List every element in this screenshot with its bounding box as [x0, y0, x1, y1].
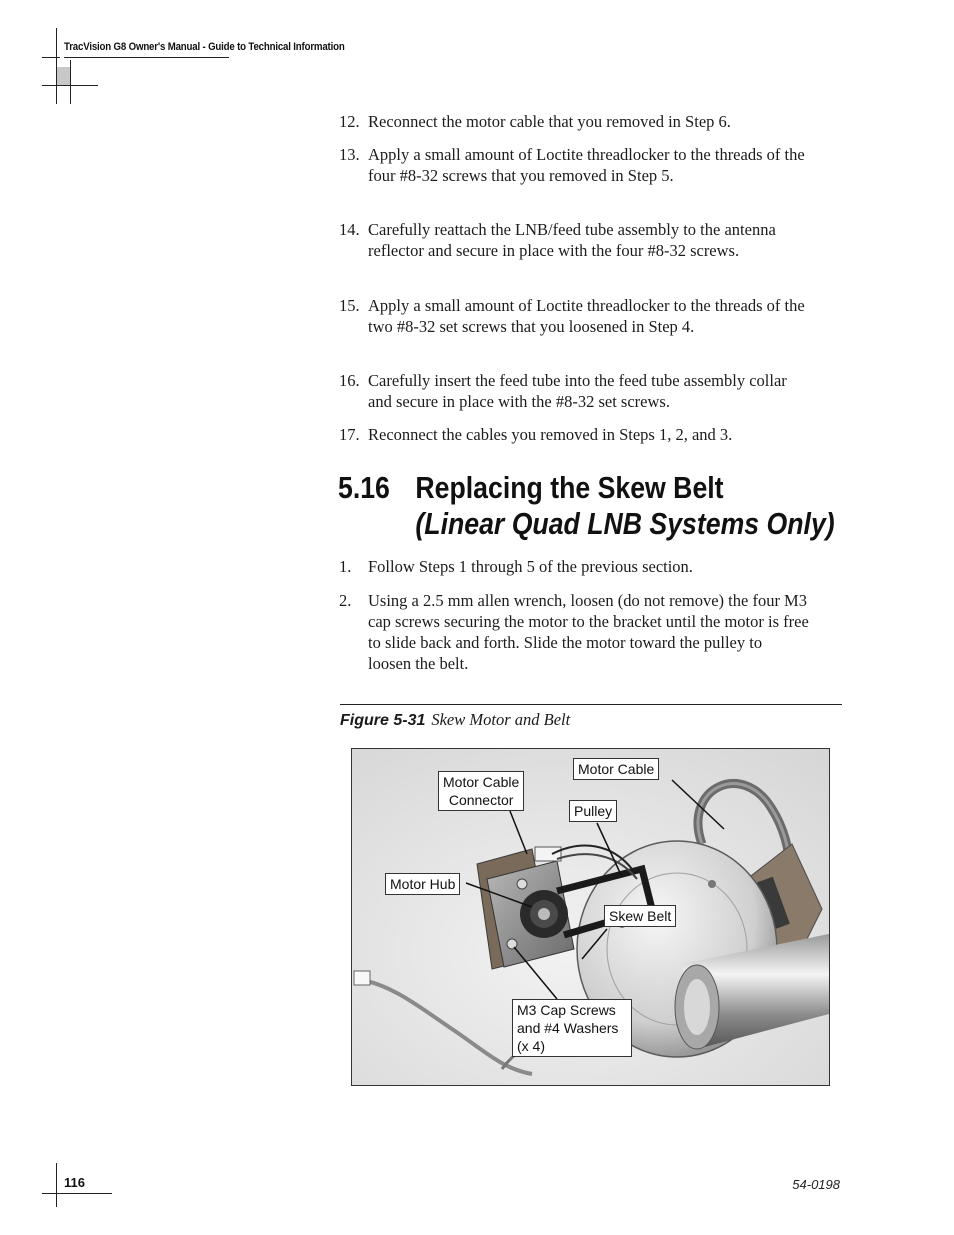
running-head-underline: [64, 57, 229, 58]
figure-photo: [351, 748, 830, 1086]
section-heading: [338, 470, 835, 542]
figure-label: Figure 5-31: [340, 712, 426, 729]
callout-line: (x 4): [517, 1038, 545, 1054]
crop-mark-vertical-top: [56, 28, 57, 104]
step-13: [339, 144, 809, 186]
callout-motor-cable: Motor Cable: [573, 758, 659, 780]
callout-skew-belt: Skew Belt: [604, 905, 676, 927]
callout-motor-hub: Motor Hub: [385, 873, 460, 895]
step-number: 17.: [339, 425, 360, 444]
step-12: [339, 111, 809, 132]
step-number: 16.: [339, 371, 360, 390]
page-number: 116: [64, 1175, 85, 1190]
registration-gray-box: [57, 67, 70, 85]
step-number: 1.: [339, 557, 352, 576]
figure-rule: [340, 704, 842, 705]
step-number: 13.: [339, 145, 360, 164]
figure-title: Skew Motor and Belt: [431, 710, 571, 729]
step-text: Carefully reattach the LNB/feed tube assembly to the antenna reflector and secure in place with the four #8-32 screws.: [368, 220, 776, 260]
crop-mark-horizontal-bottom: [42, 1193, 112, 1194]
document-id: 54-0198: [792, 1177, 840, 1192]
callout-line: Connector: [448, 792, 514, 808]
step-16: [339, 370, 809, 412]
figure-caption: [340, 710, 570, 730]
callout-pulley: Pulley: [569, 800, 617, 822]
step-number: 15.: [339, 296, 360, 315]
step-text: Follow Steps 1 through 5 of the previous section.: [368, 557, 693, 576]
step-text: Reconnect the cables you removed in Steps 1, 2, and 3.: [368, 425, 733, 444]
step-text: Reconnect the motor cable that you removed in Step 6.: [368, 112, 731, 131]
section-step-2: [339, 590, 809, 674]
step-text: Apply a small amount of Loctite threadlocker to the threads of the four #8-32 screws that you removed in Step 5.: [368, 145, 805, 185]
step-text: Using a 2.5 mm allen wrench, loosen (do not remove) the four M3 cap screws securing the motor to the bracket until the motor is free to slide back and forth. Slide the motor toward the pulley to loosen the belt.: [368, 591, 809, 673]
running-head: TracVision G8 Owner's Manual - Guide to Technical Information: [64, 41, 345, 53]
crop-mark-vertical-bottom: [56, 1163, 57, 1207]
step-text: Apply a small amount of Loctite threadlocker to the threads of the two #8-32 set screws that you loosened in Step 4.: [368, 296, 805, 336]
step-number: 12.: [339, 112, 360, 131]
callout-line: and #4 Washers: [517, 1020, 619, 1036]
step-17: [339, 424, 809, 445]
section-title: Replacing the Skew Belt: [415, 470, 724, 505]
crop-mark-horizontal-inner: [42, 85, 98, 86]
crop-mark-horizontal-top: [42, 57, 60, 58]
callout-line: Motor Cable: [443, 774, 520, 790]
callout-m3-cap-screws: [512, 999, 632, 1057]
step-number: 14.: [339, 220, 360, 239]
section-subtitle: (Linear Quad LNB Systems Only): [415, 506, 835, 541]
crop-mark-vertical-inner: [70, 60, 71, 104]
callout-motor-cable-connector: [438, 771, 524, 811]
step-text: Carefully insert the feed tube into the feed tube assembly collar and secure in place with the #8-32 set screws.: [368, 371, 787, 411]
section-step-1: [339, 556, 809, 577]
step-14: [339, 219, 809, 261]
step-15: [339, 295, 809, 337]
section-number: 5.16: [338, 470, 390, 505]
callout-line: M3 Cap Screws: [517, 1002, 616, 1018]
step-number: 2.: [339, 591, 352, 610]
